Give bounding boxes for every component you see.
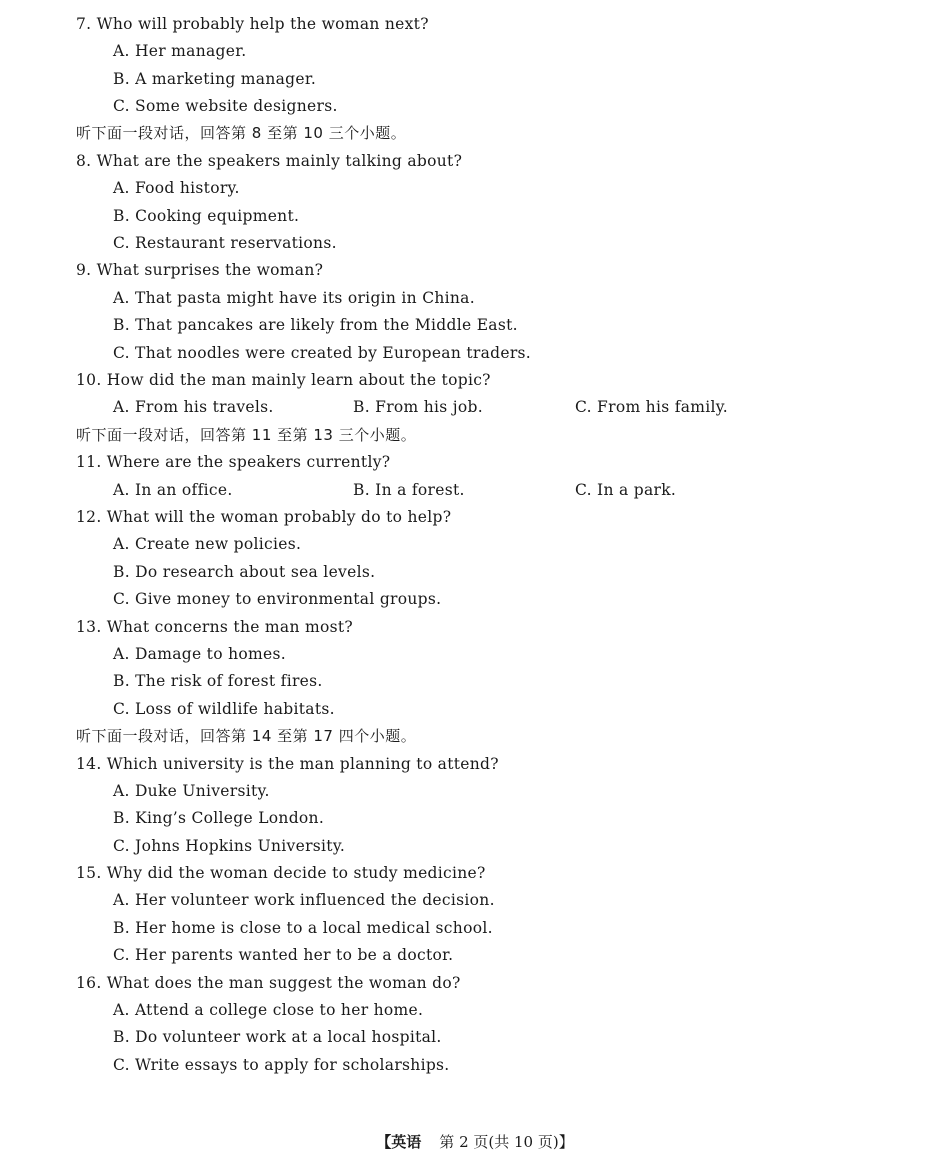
instruction-8-10: 听下面一段对话，回答第 8 至第 10 三个小题。 — [76, 124, 407, 142]
question-15: 15. Why did the woman decide to study medicine? — [76, 864, 486, 882]
question-13-option-a: A. Damage to homes. — [113, 645, 286, 663]
question-14: 14. Which university is the man planning to attend? — [76, 755, 499, 773]
question-8-option-a: A. Food history. — [113, 179, 240, 197]
question-15-option-b: B. Her home is close to a local medical school. — [113, 919, 493, 937]
page-footer — [0, 1132, 950, 1152]
question-14-option-b: B. King’s College London. — [113, 809, 325, 827]
question-16-option-b: B. Do volunteer work at a local hospital. — [113, 1028, 442, 1046]
question-13: 13. What concerns the man most? — [76, 618, 353, 636]
question-13-option-b: B. The risk of forest fires. — [113, 672, 323, 690]
question-9-option-b: B. That pancakes are likely from the Middle East. — [113, 316, 518, 334]
question-11-option-b: B. In a forest. — [353, 481, 465, 499]
question-15-option-c: C. Her parents wanted her to be a doctor. — [113, 946, 454, 964]
footer-page-number: 第 2 页(共 10 页)】 — [439, 1133, 574, 1151]
question-10-option-b: B. From his job. — [353, 398, 483, 416]
question-11-option-c: C. In a park. — [575, 481, 677, 499]
question-15-option-a: A. Her volunteer work influenced the decision. — [113, 891, 495, 909]
question-10-option-a: A. From his travels. — [113, 398, 274, 416]
question-13-option-c: C. Loss of wildlife habitats. — [113, 700, 335, 718]
question-9-option-a: A. That pasta might have its origin in China. — [113, 289, 475, 307]
question-7-option-b: B. A marketing manager. — [113, 70, 317, 88]
question-10: 10. How did the man mainly learn about the topic? — [76, 371, 491, 389]
question-8-option-b: B. Cooking equipment. — [113, 207, 300, 225]
question-11-option-a: A. In an office. — [113, 481, 233, 499]
question-16-option-c: C. Write essays to apply for scholarships. — [113, 1056, 450, 1074]
footer-subject: 【英语 — [376, 1133, 422, 1151]
question-11: 11. Where are the speakers currently? — [76, 453, 391, 471]
instruction-11-13: 听下面一段对话，回答第 11 至第 13 三个小题。 — [76, 426, 417, 444]
question-7-option-c: C. Some website designers. — [113, 97, 338, 115]
question-9-option-c: C. That noodles were created by European traders. — [113, 344, 532, 362]
instruction-14-17: 听下面一段对话，回答第 14 至第 17 四个小题。 — [76, 727, 417, 745]
question-12-option-b: B. Do research about sea levels. — [113, 563, 376, 581]
question-12: 12. What will the woman probably do to help? — [76, 508, 452, 526]
question-16-option-a: A. Attend a college close to her home. — [113, 1001, 424, 1019]
question-8-option-c: C. Restaurant reservations. — [113, 234, 337, 252]
question-9: 9. What surprises the woman? — [76, 261, 324, 279]
question-10-option-c: C. From his family. — [575, 398, 729, 416]
question-12-option-c: C. Give money to environmental groups. — [113, 590, 442, 608]
question-7: 7. Who will probably help the woman next? — [76, 15, 429, 33]
question-7-option-a: A. Her manager. — [113, 42, 247, 60]
question-14-option-c: C. Johns Hopkins University. — [113, 837, 346, 855]
question-8: 8. What are the speakers mainly talking about? — [76, 152, 463, 170]
question-14-option-a: A. Duke University. — [113, 782, 270, 800]
question-12-option-a: A. Create new policies. — [113, 535, 302, 553]
question-16: 16. What does the man suggest the woman do? — [76, 974, 461, 992]
